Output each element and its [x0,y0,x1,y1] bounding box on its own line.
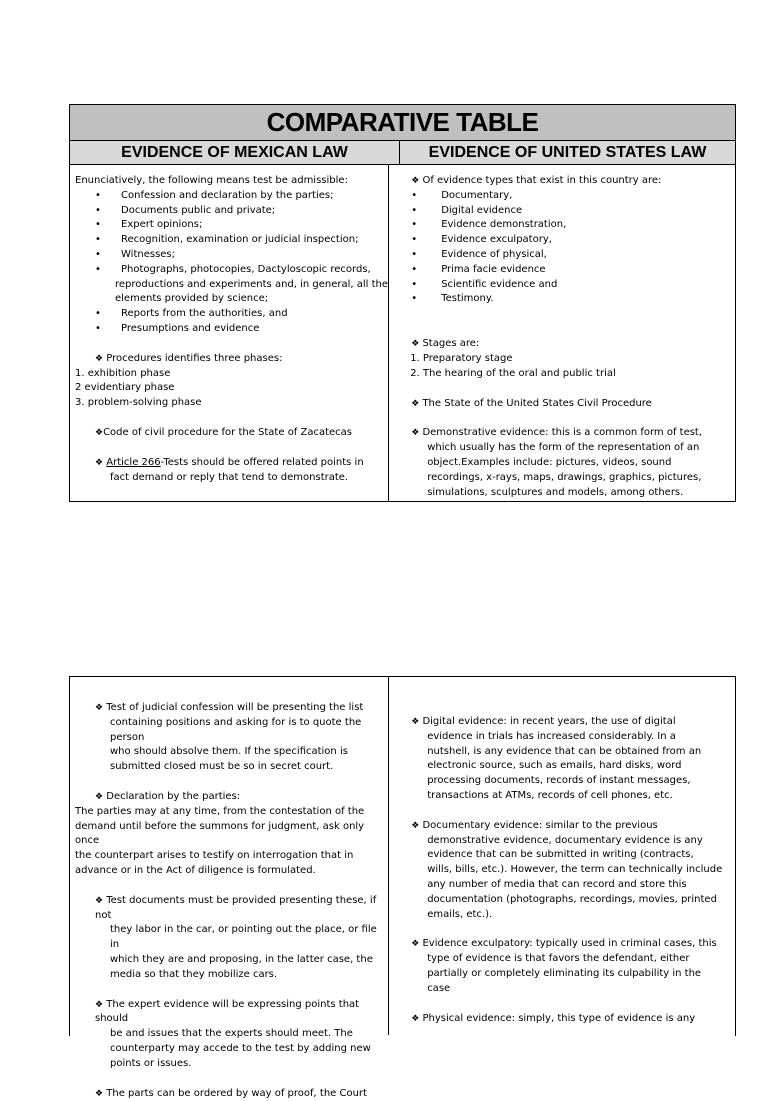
list-item: • Recognition, examination or judicial inspection; [75,233,388,248]
bullet-icon: • [95,189,101,201]
paragraph-line: evidence in trials has increased considerably. In a [427,730,676,742]
paragraph-line: demonstrative evidence, documentary evidence is any [427,834,703,846]
us-law-cell [389,677,735,1035]
list-item: • Testimony. [389,292,735,307]
stages-heading: ❖ Stages are: [411,338,480,350]
state-heading: ❖ The State of the United States Civil Procedure [411,397,652,409]
table-header-row [70,141,735,165]
list-item: • Photographs, photocopies, Dactyloscopic records, [75,263,388,278]
paragraph-line: counterparty may accede to the test by adding new [110,1042,371,1054]
paragraph-line: partially or completely eliminating its culpability in the [427,967,702,979]
diamond-bullet-icon: ❖ [411,428,420,439]
paragraph-line: The parties may at any time, from the contestation of the [75,805,365,817]
intro-text: Enunciatively, the following means test be admissible: [75,175,348,186]
paragraph-line: containing positions and asking for is to quote the person [110,716,362,743]
article-label: Article 266 [106,456,161,468]
expert-evidence-paragraph: ❖ The expert evidence will be expressing points that should [95,998,360,1025]
paragraph-line: evidence that can be submitted in writing (contracts, [427,849,694,861]
us-law-cell [389,165,735,502]
list-item-continuation: reproductions and experiments and, in general, all the [115,278,389,290]
diamond-bullet-icon: ❖ [411,820,420,831]
bullet-icon: • [95,248,101,260]
paragraph-line: emails, etc.). [427,908,493,920]
bullet-icon: • [411,219,418,231]
stage-item: 1. Preparatory stage [410,352,513,364]
mexican-law-cell [70,677,389,1099]
diamond-bullet-icon: ❖ [411,339,420,350]
paragraph-line: media so that they mobilize cars. [110,968,278,980]
bullet-icon: • [95,322,101,334]
comparative-table-top [69,104,736,502]
diamond-bullet-icon: ❖ [95,703,104,713]
list-item: • Prima facie evidence [389,263,735,278]
header-mexican-law: EVIDENCE OF MEXICAN LAW [70,141,400,164]
paragraph-line: be and issues that the experts should meet. The [110,1028,353,1040]
paragraph-line: demand until before the summons for judgment, ask only once [75,820,365,847]
list-item: • Evidence exculpatory, [389,233,735,248]
paragraph-line: which they are and proposing, in the latter case, the [110,953,373,965]
table-body-row [70,165,735,502]
mexican-law-cell [70,165,389,502]
diamond-bullet-icon: ❖ [95,999,104,1010]
list-item: • Reports from the authorities, and [75,307,388,322]
diamond-bullet-icon: ❖ [95,353,104,364]
list-item: • Evidence of physical, [389,248,735,263]
list-item: • Documentary, [389,189,735,204]
paragraph-line: simulations, sculptures and models, among others. [427,486,684,498]
parts-paragraph: ❖ The parts can be ordered by way of proof, the Court [95,1087,367,1099]
paragraph-line: nutshell, is any evidence that can be obtained from an [427,745,702,757]
paragraph-line: which usually has the form of the representation of an [427,442,700,454]
bullet-icon: • [95,219,101,231]
digital-evidence-paragraph: ❖ Digital evidence: in recent years, the use of digital [411,716,676,727]
paragraph-line: who should absolve them. If the specification is [110,746,348,758]
bullet-icon: • [411,293,418,305]
list-item: • Witnesses; [75,248,388,263]
article-paragraph-cont: fact demand or reply that tend to demonstrate. [110,471,349,483]
judicial-confession-paragraph: ❖ Test of judicial confession will be presenting the list [95,702,364,713]
list-item: • Documents public and private; [75,204,388,219]
stage-item: 2. The hearing of the oral and public trial [410,367,616,379]
bullet-icon: • [411,189,418,201]
list-item: • Scientific evidence and [389,278,735,293]
paragraph-line: any number of media that can record and store this [427,878,687,890]
diamond-bullet-icon: ❖ [411,398,420,409]
declaration-heading: ❖ Declaration by the parties: [95,790,241,802]
phase-item: 3. problem-solving phase [75,397,202,409]
paragraph-line: case [427,982,451,994]
diamond-bullet-icon: ❖ [95,791,104,802]
diamond-bullet-icon: ❖ [411,1013,420,1024]
paragraph-line: transactions at ATMs, records of cell phones, etc. [427,789,673,801]
bullet-icon: • [411,248,418,260]
physical-evidence-paragraph: ❖ Physical evidence: simply, this type of evidence is any [411,1012,696,1024]
table-title: COMPARATIVE TABLE [70,105,735,141]
comparative-table-continued [69,676,736,1099]
bullet-icon: • [95,204,101,216]
paragraph-line: the counterpart arises to testify on interrogation that in [75,850,354,862]
header-us-law: EVIDENCE OF UNITED STATES LAW [428,143,707,161]
diamond-bullet-icon: ❖ [411,176,420,186]
code-heading: ❖Code of civil procedure for the State of Zacatecas [95,426,353,438]
paragraph-line: electronic source, such as emails, hard disks, word [427,760,682,772]
diamond-bullet-icon: ❖ [411,717,420,727]
bullet-icon: • [411,234,418,246]
paragraph-line: they labor in the car, or pointing out the place, or file in [110,924,377,951]
paragraph-line: submitted closed must be so in secret court. [110,761,334,773]
diamond-bullet-icon: ❖ [95,895,104,906]
documentary-evidence-paragraph: ❖ Documentary evidence: similar to the previous [411,819,658,831]
list-item: • Digital evidence [389,204,735,219]
bullet-icon: • [411,263,418,275]
diamond-bullet-icon: ❖ [95,457,104,468]
paragraph-line: type of evidence is that favors the defendant, either [427,953,690,965]
diamond-bullet-icon: ❖ [95,1088,104,1099]
test-documents-paragraph: ❖ Test documents must be provided presenting these, if not [95,894,377,921]
procedures-heading: ❖ Procedures identifies three phases: [95,352,283,364]
article-paragraph: ❖ Article 266-Tests should be offered related points in [95,456,364,468]
table-body-row [70,677,735,1099]
paragraph-line: wills, bills, etc.). However, the term can technically include [427,864,723,876]
list-item: • Confession and declaration by the parties; [75,189,388,204]
diamond-bullet-icon: ❖ [95,427,104,438]
paragraph-line: points or issues. [110,1057,192,1069]
list-item: • Expert opinions; [75,218,388,233]
list-item-continuation: elements provided by science; [115,293,269,305]
paragraph-line: recordings, x-rays, maps, drawings, graphics, pictures, [427,471,702,483]
paragraph-line: advance or in the Act of diligence is formulated. [75,864,316,876]
bullet-icon: • [95,263,101,275]
paragraph-line: processing documents, records of instant messages, [427,775,691,787]
paragraph-line: object.Examples include: pictures, videos, sound [427,456,672,468]
bullet-icon: • [95,308,101,320]
intro-text: ❖ Of evidence types that exist in this country are: [411,175,662,186]
bullet-icon: • [95,234,101,246]
list-item: • Evidence demonstration, [389,218,735,233]
bullet-icon: • [411,204,418,216]
diamond-bullet-icon: ❖ [411,939,420,950]
exculpatory-evidence-paragraph: ❖ Evidence exculpatory: typically used in criminal cases, this [411,938,717,950]
phase-item: 2 evidentiary phase [75,382,175,394]
phase-item: 1. exhibition phase [75,367,171,379]
list-item: • Presumptions and evidence [75,322,388,337]
bullet-icon: • [411,278,418,290]
demonstrative-paragraph: ❖ Demonstrative evidence: this is a common form of test, [411,427,703,439]
paragraph-line: documentation (photographs, recordings, movies, printed [427,893,717,905]
